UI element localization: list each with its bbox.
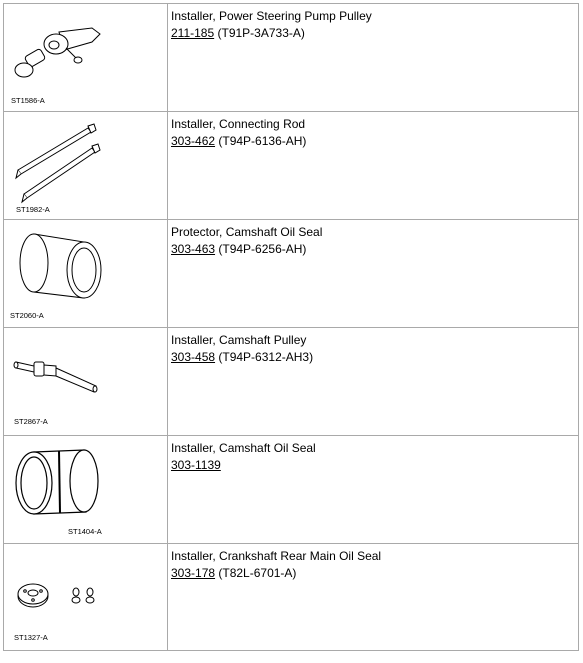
tool-description [168,436,578,543]
tool-illustration-cell [4,4,168,111]
tool-number-link[interactable]: 303-462 [171,134,216,148]
tool-part-number: (T91P-3A733-A) [214,26,305,40]
figure-code: ST1982-A [16,205,50,214]
tool-number-link[interactable]: 303-463 [171,242,216,256]
tool-name: Installer, Power Steering Pump Pulley [171,9,372,23]
tool-name: Protector, Camshaft Oil Seal [171,225,323,239]
tool-part-number: (T94P-6312-AH3) [215,350,314,364]
table-row [3,543,579,651]
table-row [3,435,579,543]
tool-number-link[interactable]: 303-1139 [171,458,221,472]
tool-part-number: (T94P-6136-AH) [215,134,307,148]
tool-illustration-cell [4,544,168,650]
special-tools-table [3,3,579,651]
tool-illustration-cell [4,328,168,435]
tool-number-link[interactable]: 303-458 [171,350,216,364]
figure-code: ST1404-A [68,527,102,536]
tool-name: Installer, Camshaft Oil Seal [171,441,316,455]
tool-name: Installer, Camshaft Pulley [171,333,307,347]
table-row [3,3,579,111]
tool-number-link[interactable]: 211-185 [171,26,215,40]
tool-description [168,112,578,219]
tool-part-number: (T94P-6256-AH) [215,242,307,256]
tool-description [168,220,578,327]
table-row [3,219,579,327]
tool-illustration-cell [4,112,168,219]
tool-name: Installer, Crankshaft Rear Main Oil Seal [171,549,382,563]
figure-code: ST1327-A [14,633,48,642]
tool-name: Installer, Connecting Rod [171,117,306,131]
connecting-rod-installer-drawing [4,112,168,220]
figure-code: ST2867-A [14,417,48,426]
table-row [3,327,579,435]
tool-description [168,4,578,111]
tool-illustration-cell [4,436,168,543]
tool-number-link[interactable]: 303-178 [171,566,216,580]
figure-code: ST2060-A [10,311,44,320]
tool-illustration-cell [4,220,168,327]
tool-description [168,328,578,435]
tool-description [168,544,578,650]
table-row [3,111,579,219]
figure-code: ST1586-A [11,96,45,105]
tool-part-number: (T82L-6701-A) [215,566,297,580]
